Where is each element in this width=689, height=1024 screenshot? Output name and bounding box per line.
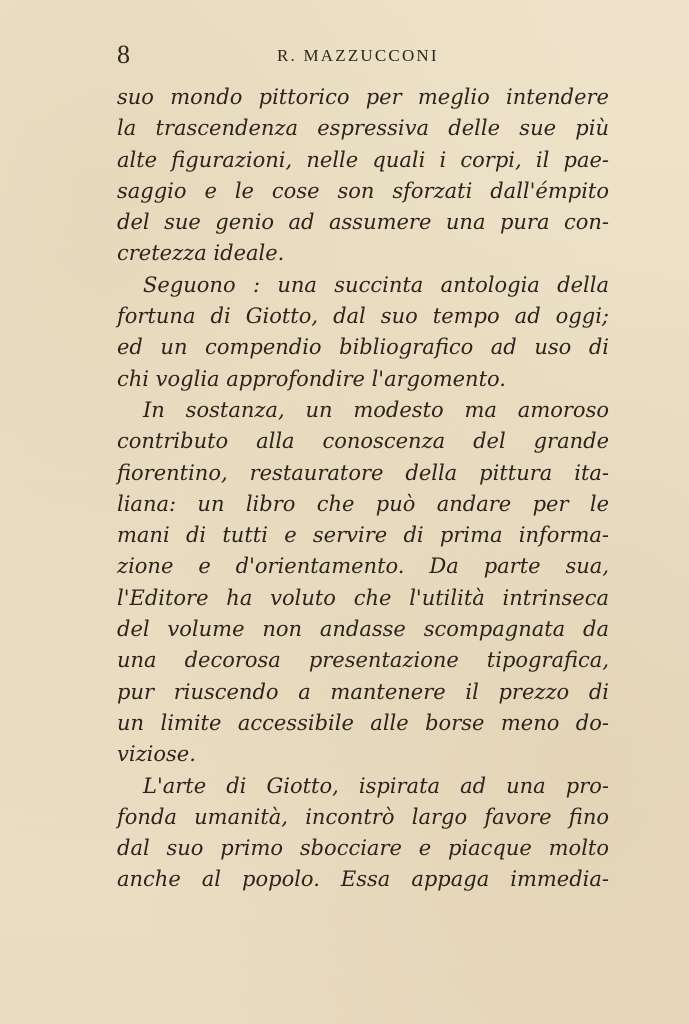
text-line: fortuna di Giotto, dal suo tempo ad oggi; [117, 304, 609, 329]
text-line: alte figurazioni, nelle quali i corpi, il pae- [117, 147, 609, 172]
text-line: saggio e le cose son sforzati dall'émpito [117, 178, 609, 203]
text-line: dal suo primo sbocciare e piacque molto [117, 836, 609, 861]
text-line: fonda umanità, incontrò largo favore fino [117, 804, 609, 829]
text-line: fiorentino, restauratore della pittura ita- [117, 460, 609, 485]
text-line: una decorosa presentazione tipografica, [117, 648, 609, 673]
text-line: viziose. [117, 742, 196, 767]
text-line: pur riuscendo a mantenere il prezzo di [117, 679, 609, 704]
text-line: anche al popolo. Essa appaga immedia- [117, 867, 609, 892]
text-line: Seguono : una succinta antologia della [143, 272, 609, 297]
text-line: L'arte di Giotto, ispirata ad una pro- [143, 773, 609, 798]
text-line: cretezza ideale. [117, 241, 285, 266]
text-line: del volume non andasse scompagnata da [117, 617, 609, 642]
text-line: un limite accessibile alle borse meno do- [117, 710, 609, 735]
text-line: mani di tutti e servire di prima informa- [117, 523, 609, 548]
text-line: suo mondo pittorico per meglio intendere [117, 85, 609, 109]
text-line: zione e d'orientamento. Da parte sua, [117, 554, 609, 579]
page-number: 8 [117, 40, 130, 69]
running-head: R. MAZZUCCONI [277, 46, 439, 65]
text-line: ed un compendio bibliografico ad uso di [117, 335, 609, 360]
text-line: liana: un libro che può andare per le [117, 491, 609, 516]
body-text [117, 82, 609, 896]
page-header [117, 40, 617, 70]
text-line: l'Editore ha voluto che l'utilità intrinseca [117, 585, 609, 610]
text-line: contributo alla conoscenza del grande [117, 429, 609, 454]
text-line: la trascendenza espressiva delle sue più [117, 116, 609, 141]
text-line: chi voglia approfondire l'argomento. [117, 366, 506, 391]
text-line: del sue genio ad assumere una pura con- [117, 210, 609, 235]
text-line: In sostanza, un modesto ma amoroso [143, 397, 609, 422]
